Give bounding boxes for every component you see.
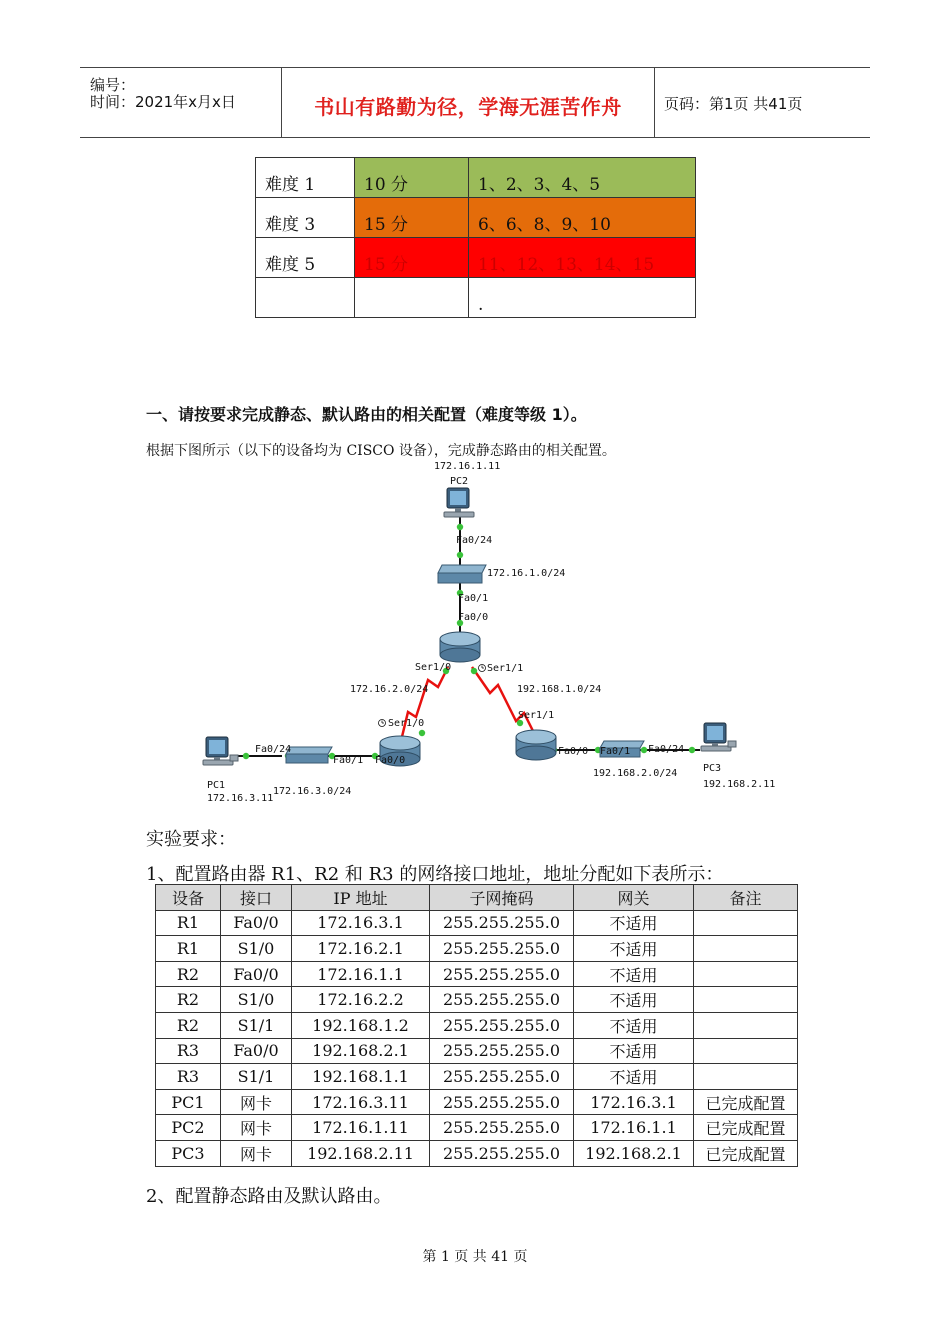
table-cell: 网卡 [221,1089,292,1115]
clock-icon [379,720,386,727]
table-cell: 255.255.255.0 [430,936,574,962]
port-label: Ser1/1 [487,663,524,674]
difficulty-row [256,158,696,198]
difficulty-score [355,278,469,318]
difficulty-row [256,278,696,318]
network-label: 192.168.2.0/24 [593,768,678,779]
table-row [156,1089,798,1115]
network-label: 172.16.2.0/24 [350,684,429,695]
network-topology-diagram [190,455,790,815]
table-cell: 不适用 [574,987,694,1013]
table-cell: 255.255.255.0 [430,987,574,1013]
column-header: 子网掩码 [430,885,574,911]
page-footer: 第 1 页 共 41 页 [422,1249,528,1265]
ip-table-body [156,910,798,1166]
port-label: Ser1/0 [388,718,425,729]
difficulty-items: 6、6、8、9、10 [469,198,696,238]
table-row [156,987,798,1013]
table-cell [694,936,798,962]
table-cell [694,910,798,936]
network-label: 172.16.3.0/24 [273,786,352,797]
table-cell: 已完成配置 [694,1115,798,1141]
router-r2-icon [440,632,480,662]
table-cell: R3 [156,1064,221,1090]
document-time-label: 时间：2021年x月x日 [90,93,236,111]
difficulty-level: 难度 1 [256,158,355,198]
table-cell: S1/0 [221,987,292,1013]
table-row [156,1038,798,1064]
table-cell: 已完成配置 [694,1140,798,1166]
page-header [80,67,870,138]
section-heading: 一、请按要求完成静态、默认路由的相关配置（难度等级 1）。 [146,405,587,424]
port-label: Ser1/1 [518,710,555,721]
header-motto-cell [282,68,655,137]
pc2-computer-icon [444,488,474,517]
table-row [156,1012,798,1038]
table-cell: R2 [156,987,221,1013]
column-header: 备注 [694,885,798,911]
header-meta-cell [80,68,282,137]
table-cell: 172.16.2.1 [292,936,430,962]
network-label: 192.168.1.0/24 [517,684,602,695]
left-switch-icon [286,747,332,763]
table-cell: R2 [156,961,221,987]
table-cell: 不适用 [574,1064,694,1090]
pc1-ip-label: 172.16.3.11 [207,793,274,804]
table-cell [694,987,798,1013]
table-cell: 网卡 [221,1115,292,1141]
difficulty-items: 1、2、3、4、5 [469,158,696,198]
serial-link-r2-r3 [472,667,535,735]
table-cell: 255.255.255.0 [430,910,574,936]
table-cell: 255.255.255.0 [430,1038,574,1064]
table-cell: 192.168.2.1 [292,1038,430,1064]
table-cell: 172.16.1.1 [574,1115,694,1141]
requirements-title: 实验要求： [146,829,236,850]
column-header: 设备 [156,885,221,911]
table-cell [694,1064,798,1090]
port-label: Fa0/1 [458,593,489,604]
pc3-computer-icon [701,723,736,751]
pc2-ip-label: 172.16.1.11 [434,461,501,472]
table-cell [694,1012,798,1038]
port-label: Fa0/0 [375,755,406,766]
port-label: Ser1/0 [415,662,452,673]
table-row [156,936,798,962]
table-cell: PC1 [156,1089,221,1115]
table-cell: 255.255.255.0 [430,961,574,987]
table-cell: Fa0/0 [221,1038,292,1064]
section-intro: 根据下图所示（以下的设备均为 CISCO 设备），完成静态路由的相关配置。 [146,443,616,459]
table-row [156,910,798,936]
table-cell: 不适用 [574,1038,694,1064]
table-cell: S1/0 [221,936,292,962]
table-cell: 不适用 [574,961,694,987]
pc3-name-label: PC3 [703,763,722,774]
router-r3-icon [516,730,556,760]
difficulty-level: 难度 3 [256,198,355,238]
port-label: Fa0/1 [333,755,364,766]
table-row [156,1140,798,1166]
column-header: 网关 [574,885,694,911]
ip-address-table [155,884,798,1167]
table-cell: R2 [156,1012,221,1038]
table-cell: 172.16.3.1 [292,910,430,936]
table-cell: 255.255.255.0 [430,1012,574,1038]
document-number-label: 编号： [90,76,136,94]
table-cell: Fa0/0 [221,910,292,936]
difficulty-row [256,198,696,238]
column-header: IP 地址 [292,885,430,911]
table-row [156,1115,798,1141]
pc1-name-label: PC1 [207,780,226,791]
port-label: Fa0/24 [456,535,493,546]
port-label: Fa0/0 [558,746,589,757]
table-cell: Fa0/0 [221,961,292,987]
table-cell: 172.16.3.11 [292,1089,430,1115]
pc1-computer-icon [203,737,238,765]
table-cell: 255.255.255.0 [430,1064,574,1090]
requirement-item-1: 1、配置路由器 R1、R2 和 R3 的网络接口地址，地址分配如下表所示： [146,864,724,885]
clock-icon [479,665,486,672]
pc3-ip-label: 192.168.2.11 [703,779,776,790]
table-cell: 192.168.1.2 [292,1012,430,1038]
difficulty-row [256,238,696,278]
table-cell: 172.16.2.2 [292,987,430,1013]
column-header: 接口 [221,885,292,911]
table-row [156,1064,798,1090]
table-cell: R1 [156,910,221,936]
table-cell: 255.255.255.0 [430,1115,574,1141]
pc2-name-label: PC2 [450,476,469,487]
table-cell: 192.168.2.1 [574,1140,694,1166]
table-cell: R3 [156,1038,221,1064]
table-cell: S1/1 [221,1064,292,1090]
table-cell: PC3 [156,1140,221,1166]
difficulty-level [256,278,355,318]
header-motto: 书山有路勤为径，学海无涯苦作舟 [314,95,622,119]
difficulty-items: . [469,278,696,318]
table-cell: 192.168.2.11 [292,1140,430,1166]
table-cell: 255.255.255.0 [430,1089,574,1115]
table-cell: 172.16.3.1 [574,1089,694,1115]
table-cell: 172.16.1.11 [292,1115,430,1141]
table-cell [694,961,798,987]
table-row [156,961,798,987]
table-cell: PC2 [156,1115,221,1141]
port-label: Fa0/24 [648,744,685,755]
table-cell: 不适用 [574,1012,694,1038]
top-switch-icon [438,565,486,583]
difficulty-score: 10 分 [355,158,469,198]
header-page-info: 页码：第1页 共41页 [664,95,803,113]
difficulty-items: 11、12、13、14、15 [469,238,696,278]
table-cell: 网卡 [221,1140,292,1166]
requirement-item-2: 2、配置静态路由及默认路由。 [146,1186,392,1207]
port-label: Fa0/1 [600,746,631,757]
port-label: Fa0/24 [255,744,292,755]
table-cell: R1 [156,936,221,962]
difficulty-level: 难度 5 [256,238,355,278]
network-label: 172.16.1.0/24 [487,568,566,579]
difficulty-score: 15 分 [355,198,469,238]
table-cell: 不适用 [574,936,694,962]
table-cell [694,1038,798,1064]
table-cell: 255.255.255.0 [430,1140,574,1166]
table-cell: 192.168.1.1 [292,1064,430,1090]
table-cell: S1/1 [221,1012,292,1038]
table-cell: 已完成配置 [694,1089,798,1115]
difficulty-score: 15 分 [355,238,469,278]
port-label: Fa0/0 [458,612,489,623]
header-page-cell [655,68,870,137]
table-cell: 不适用 [574,910,694,936]
difficulty-table [255,157,696,318]
table-header-row [156,885,798,911]
table-cell: 172.16.1.1 [292,961,430,987]
